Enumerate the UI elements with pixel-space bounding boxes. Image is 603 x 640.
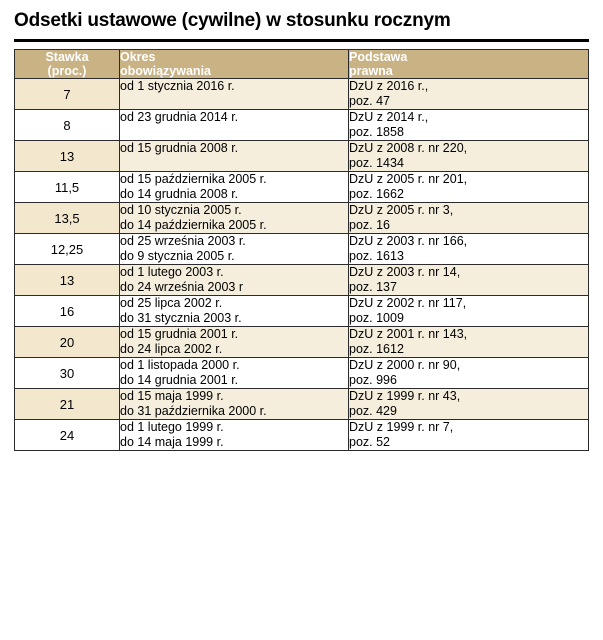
cell-legal-basis-line: DzU z 1999 r. nr 7, bbox=[349, 420, 454, 434]
column-header-rate-line2: (proc.) bbox=[47, 64, 87, 78]
cell-rate: 7 bbox=[15, 79, 120, 110]
cell-legal-basis-line: DzU z 2014 r., bbox=[349, 110, 429, 124]
cell-legal-basis-line: DzU z 2008 r. nr 220, bbox=[349, 141, 468, 155]
cell-rate: 20 bbox=[15, 327, 120, 358]
cell-period-line: do 14 maja 1999 r. bbox=[120, 435, 224, 449]
cell-period bbox=[120, 420, 349, 451]
cell-period bbox=[120, 327, 349, 358]
cell-legal-basis-line: poz. 16 bbox=[349, 218, 391, 232]
table-row bbox=[15, 296, 589, 327]
cell-legal-basis-line: poz. 137 bbox=[349, 280, 397, 294]
cell-legal-basis bbox=[349, 141, 589, 172]
cell-period-line: od 15 grudnia 2008 r. bbox=[120, 141, 239, 155]
cell-period-line: od 25 lipca 2002 r. bbox=[120, 296, 223, 310]
cell-period-line: od 23 grudnia 2014 r. bbox=[120, 110, 239, 124]
cell-period bbox=[120, 389, 349, 420]
cell-period bbox=[120, 110, 349, 141]
cell-period bbox=[120, 234, 349, 265]
column-header-rate bbox=[15, 50, 120, 79]
table-header-row bbox=[15, 50, 589, 79]
cell-rate: 16 bbox=[15, 296, 120, 327]
page-title: Odsetki ustawowe (cywilne) w stosunku rocznym bbox=[14, 10, 451, 31]
table-row bbox=[15, 389, 589, 420]
cell-legal-basis-line: poz. 996 bbox=[349, 373, 397, 387]
cell-period-line: od 1 stycznia 2016 r. bbox=[120, 79, 235, 93]
cell-legal-basis-line: DzU z 2003 r. nr 14, bbox=[349, 265, 461, 279]
cell-period bbox=[120, 172, 349, 203]
table-row bbox=[15, 358, 589, 389]
cell-legal-basis-line: poz. 429 bbox=[349, 404, 397, 418]
cell-legal-basis-line: DzU z 2003 r. nr 166, bbox=[349, 234, 468, 248]
column-header-period-line2: obowiązywania bbox=[120, 64, 211, 78]
cell-legal-basis-line: DzU z 1999 r. nr 43, bbox=[349, 389, 461, 403]
cell-period-line: do 14 października 2005 r. bbox=[120, 218, 267, 232]
column-header-legal-line2: prawna bbox=[349, 64, 393, 78]
cell-legal-basis-line: poz. 1662 bbox=[349, 187, 404, 201]
cell-period-line: od 1 listopada 2000 r. bbox=[120, 358, 240, 372]
cell-rate: 12,25 bbox=[15, 234, 120, 265]
cell-legal-basis-line: poz. 1612 bbox=[349, 342, 404, 356]
cell-legal-basis bbox=[349, 420, 589, 451]
cell-legal-basis-line: poz. 47 bbox=[349, 94, 391, 108]
cell-period-line: od 1 lutego 2003 r. bbox=[120, 265, 224, 279]
cell-legal-basis-line: DzU z 2002 r. nr 117, bbox=[349, 296, 467, 310]
column-header-legal bbox=[349, 50, 589, 79]
column-header-period bbox=[120, 50, 349, 79]
cell-rate: 8 bbox=[15, 110, 120, 141]
cell-period-line: od 10 stycznia 2005 r. bbox=[120, 203, 242, 217]
cell-legal-basis bbox=[349, 79, 589, 110]
column-header-legal-line1: Podstawa bbox=[349, 50, 408, 64]
cell-legal-basis bbox=[349, 172, 589, 203]
interest-rates-table bbox=[14, 49, 589, 451]
cell-legal-basis bbox=[349, 234, 589, 265]
cell-legal-basis-line: poz. 1434 bbox=[349, 156, 404, 170]
cell-period-line: do 31 października 2000 r. bbox=[120, 404, 267, 418]
cell-legal-basis-line: poz. 1009 bbox=[349, 311, 404, 325]
cell-period bbox=[120, 203, 349, 234]
cell-rate: 13 bbox=[15, 141, 120, 172]
cell-legal-basis-line: poz. 1613 bbox=[349, 249, 404, 263]
cell-period-line: od 15 października 2005 r. bbox=[120, 172, 267, 186]
column-header-rate-line1: Stawka bbox=[45, 50, 89, 64]
cell-legal-basis-line: poz. 52 bbox=[349, 435, 391, 449]
cell-rate: 21 bbox=[15, 389, 120, 420]
cell-period-line: od 25 września 2003 r. bbox=[120, 234, 246, 248]
cell-legal-basis-line: DzU z 2001 r. nr 143, bbox=[349, 327, 468, 341]
cell-legal-basis-line: DzU z 2016 r., bbox=[349, 79, 429, 93]
table-row bbox=[15, 420, 589, 451]
table-row bbox=[15, 141, 589, 172]
cell-period-line: od 15 grudnia 2001 r. bbox=[120, 327, 239, 341]
cell-legal-basis-line: poz. 1858 bbox=[349, 125, 404, 139]
table-row bbox=[15, 265, 589, 296]
table-row bbox=[15, 327, 589, 358]
cell-period-line: do 24 września 2003 r bbox=[120, 280, 243, 294]
title-divider bbox=[14, 39, 589, 42]
cell-period-line: do 24 lipca 2002 r. bbox=[120, 342, 223, 356]
table-row bbox=[15, 203, 589, 234]
cell-period bbox=[120, 141, 349, 172]
table-row bbox=[15, 79, 589, 110]
cell-period-line: do 14 grudnia 2001 r. bbox=[120, 373, 239, 387]
cell-period-line: do 14 grudnia 2008 r. bbox=[120, 187, 239, 201]
cell-rate: 30 bbox=[15, 358, 120, 389]
table-header bbox=[15, 50, 589, 79]
cell-legal-basis bbox=[349, 358, 589, 389]
cell-rate: 11,5 bbox=[15, 172, 120, 203]
cell-period-line: od 15 maja 1999 r. bbox=[120, 389, 224, 403]
cell-period-line: od 1 lutego 1999 r. bbox=[120, 420, 224, 434]
cell-period bbox=[120, 358, 349, 389]
cell-legal-basis bbox=[349, 327, 589, 358]
table-body bbox=[15, 79, 589, 451]
cell-legal-basis-line: DzU z 2005 r. nr 3, bbox=[349, 203, 454, 217]
cell-period bbox=[120, 296, 349, 327]
cell-legal-basis bbox=[349, 203, 589, 234]
table-row bbox=[15, 172, 589, 203]
cell-legal-basis bbox=[349, 110, 589, 141]
cell-legal-basis bbox=[349, 265, 589, 296]
cell-rate: 13 bbox=[15, 265, 120, 296]
cell-rate: 13,5 bbox=[15, 203, 120, 234]
cell-legal-basis-line: DzU z 2005 r. nr 201, bbox=[349, 172, 468, 186]
column-header-period-line1: Okres bbox=[120, 50, 156, 64]
cell-rate: 24 bbox=[15, 420, 120, 451]
cell-legal-basis bbox=[349, 389, 589, 420]
table-row bbox=[15, 110, 589, 141]
cell-legal-basis bbox=[349, 296, 589, 327]
cell-period bbox=[120, 79, 349, 110]
cell-period bbox=[120, 265, 349, 296]
cell-legal-basis-line: DzU z 2000 r. nr 90, bbox=[349, 358, 461, 372]
cell-period-line: do 9 stycznia 2005 r. bbox=[120, 249, 235, 263]
cell-period-line: do 31 stycznia 2003 r. bbox=[120, 311, 242, 325]
table-row bbox=[15, 234, 589, 265]
